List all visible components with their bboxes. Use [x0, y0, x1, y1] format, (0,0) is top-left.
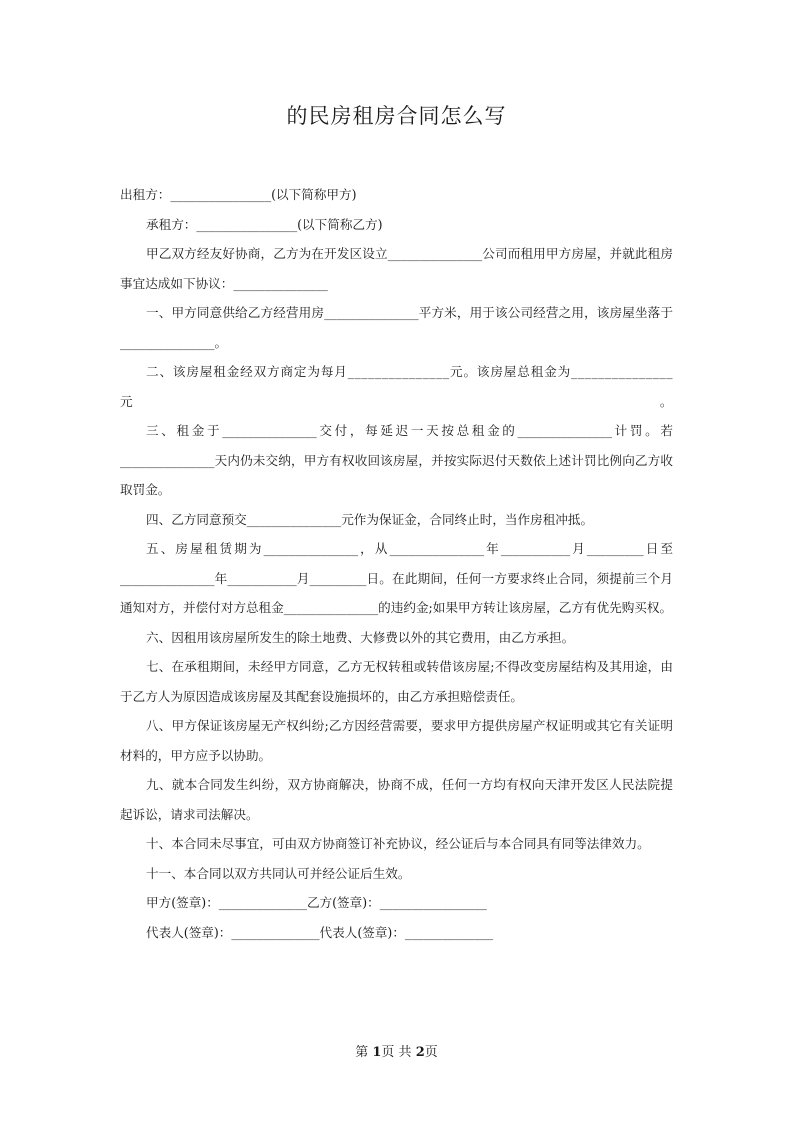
- footer-total-pages: 2: [415, 1045, 425, 1060]
- paragraph-lessor: 出租方：________________(以下简称甲方): [120, 187, 357, 202]
- paragraph-clause-10: 十、本合同未尽事宜，可由双方协商签订补充协议，经公证后与本合同具有同等法律效力。: [146, 836, 650, 851]
- document-body: [120, 180, 673, 947]
- paragraph-preamble: 甲乙双方经友好协商，乙方为在开发区设立_______________公司而租用甲方房屋，并就此租房事宜达成如下协议：_______________: [120, 246, 673, 291]
- paragraph-clause-9: 九、就本合同发生纠纷，双方协商解决，协商不成，任何一方均有权向天津开发区人民法院提起诉讼，请求司法解决。: [120, 777, 673, 822]
- paragraph-clause-6: 六、因租用该房屋所发生的除土地费、大修费以外的其它费用，由乙方承担。: [146, 629, 575, 645]
- footer-prefix: 第: [355, 1045, 373, 1060]
- paragraph-lessee: 承租方：________________(以下简称乙方): [146, 216, 383, 232]
- paragraph-clause-7: 七、在承租期间，未经甲方同意，乙方无权转租或转借该房屋;不得改变房屋结构及其用途，由于乙方人为原因造成该房屋及其配套设施损坏的，由乙方承担赔偿责任。: [120, 659, 673, 704]
- document-title: 的民房租房合同怎么写: [286, 104, 507, 128]
- paragraph-clause-3: 三、租金于_______________交付，每延迟一天按总租金的_______________计罚。若_______________天内仍未交纳，甲方有权收回该房屋，并按实际迟付天数依上述计罚比例向乙方收取罚金。: [120, 423, 673, 497]
- footer-middle: 页 共: [381, 1045, 416, 1060]
- footer-current-page: 1: [372, 1045, 382, 1060]
- paragraph-clause-2: 二、该房屋租金经双方商定为每月_______________元。该房屋总租金为_______________元。: [120, 364, 673, 409]
- paragraph-clause-1: 一、甲方同意供给乙方经营用房_______________平方米，用于该公司经营之用，该房屋坐落于_______________。: [120, 305, 673, 350]
- paragraph-clause-5: 五、房屋租赁期为_______________，从_______________年___________月_________日至_______________年___________月_________日。在此期间，任何一方要求终止合同，须提前三个月通知对方，并偿付对方总租金_______________的违约金;如果甲方转让该房屋，乙方有优先购买权。: [120, 541, 673, 615]
- paragraph-clause-4: 四、乙方同意预交_______________元作为保证金，合同终止时，当作房租冲抵。: [146, 511, 594, 527]
- signature-representatives: 代表人(签章)：______________代表人(签章)：______________: [146, 924, 494, 940]
- paragraph-clause-8: 八、甲方保证该房屋无产权纠纷;乙方因经营需要，要求甲方提供房屋产权证明或其它有关证明材料的，甲方应予以协助。: [120, 718, 673, 763]
- signature-parties: 甲方(签章)：______________乙方(签章)：_________________: [146, 895, 487, 910]
- footer-suffix: 页: [424, 1045, 438, 1060]
- page-footer: [0, 1041, 793, 1060]
- paragraph-clause-11: 十一、本合同以双方共同认可并经公证后生效。: [146, 865, 411, 881]
